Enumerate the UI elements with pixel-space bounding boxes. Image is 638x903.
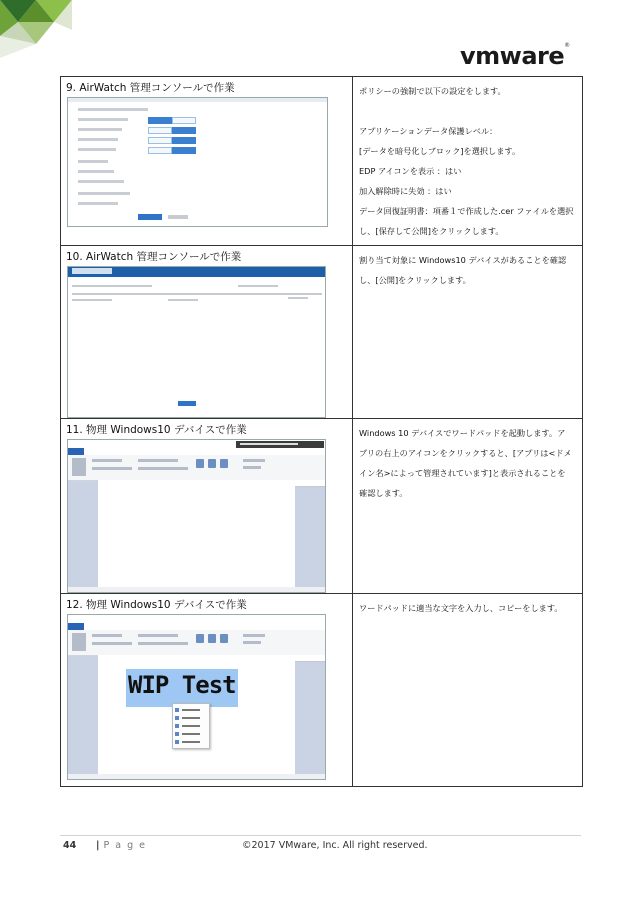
corner-decoration xyxy=(0,0,72,58)
page-label: | P a g e xyxy=(96,840,147,851)
table-row xyxy=(61,77,583,246)
screenshot-policy-settings xyxy=(67,97,328,227)
step-description: ポリシーの強制で以下の設定をします。 アプリケーションデータ保護レベル： [データを暗号化しブロック]を選択します。 EDP アイコンを表示 ：はい 加入解除時に失効 ：はい データ回復証明書：項番１で作成した.cer ファイルを選択 し、[保存して公開]をクリックします。 xyxy=(359,86,574,236)
screenshot-wordpad-copy xyxy=(67,614,326,780)
screenshot-assignment xyxy=(67,266,326,418)
screenshot-wordpad-managed xyxy=(67,439,326,593)
selected-text[interactable]: WIP Test xyxy=(126,669,238,707)
step-description: Windows 10 デバイスでワードパッドを起動します。ア プリの右上のアイコンをクリックすると、[アプリは<ドメ イン名>によって管理されています]と表示されることを 確認します。 xyxy=(359,428,572,498)
context-menu[interactable] xyxy=(172,703,210,749)
step-title: 11. 物理 Windows10 デバイスで作業 xyxy=(66,424,247,436)
vmware-logo: vmware® xyxy=(460,42,570,70)
step-description: 割り当て対象に Windows10 デバイスがあることを確認 し、[公開]をクリックします。 xyxy=(359,255,567,285)
page-number: 44 xyxy=(63,840,77,851)
managed-app-notice xyxy=(236,441,324,448)
table-row xyxy=(61,419,583,594)
step-title: 12. 物理 Windows10 デバイスで作業 xyxy=(66,599,247,611)
save-publish-button[interactable] xyxy=(138,214,162,220)
table-row xyxy=(61,246,583,419)
page-footer xyxy=(60,835,581,851)
table-row xyxy=(61,594,583,787)
publish-button[interactable] xyxy=(178,401,196,406)
copyright: ©2017 VMware, Inc. All right reserved. xyxy=(242,840,428,851)
step-title: 9. AirWatch 管理コンソールで作業 xyxy=(66,82,235,94)
step-description: ワードパッドに適当な文字を入力し、コピーをします。 xyxy=(359,603,563,613)
steps-table xyxy=(60,76,583,787)
cancel-button[interactable] xyxy=(168,215,188,219)
step-title: 10. AirWatch 管理コンソールで作業 xyxy=(66,251,242,263)
